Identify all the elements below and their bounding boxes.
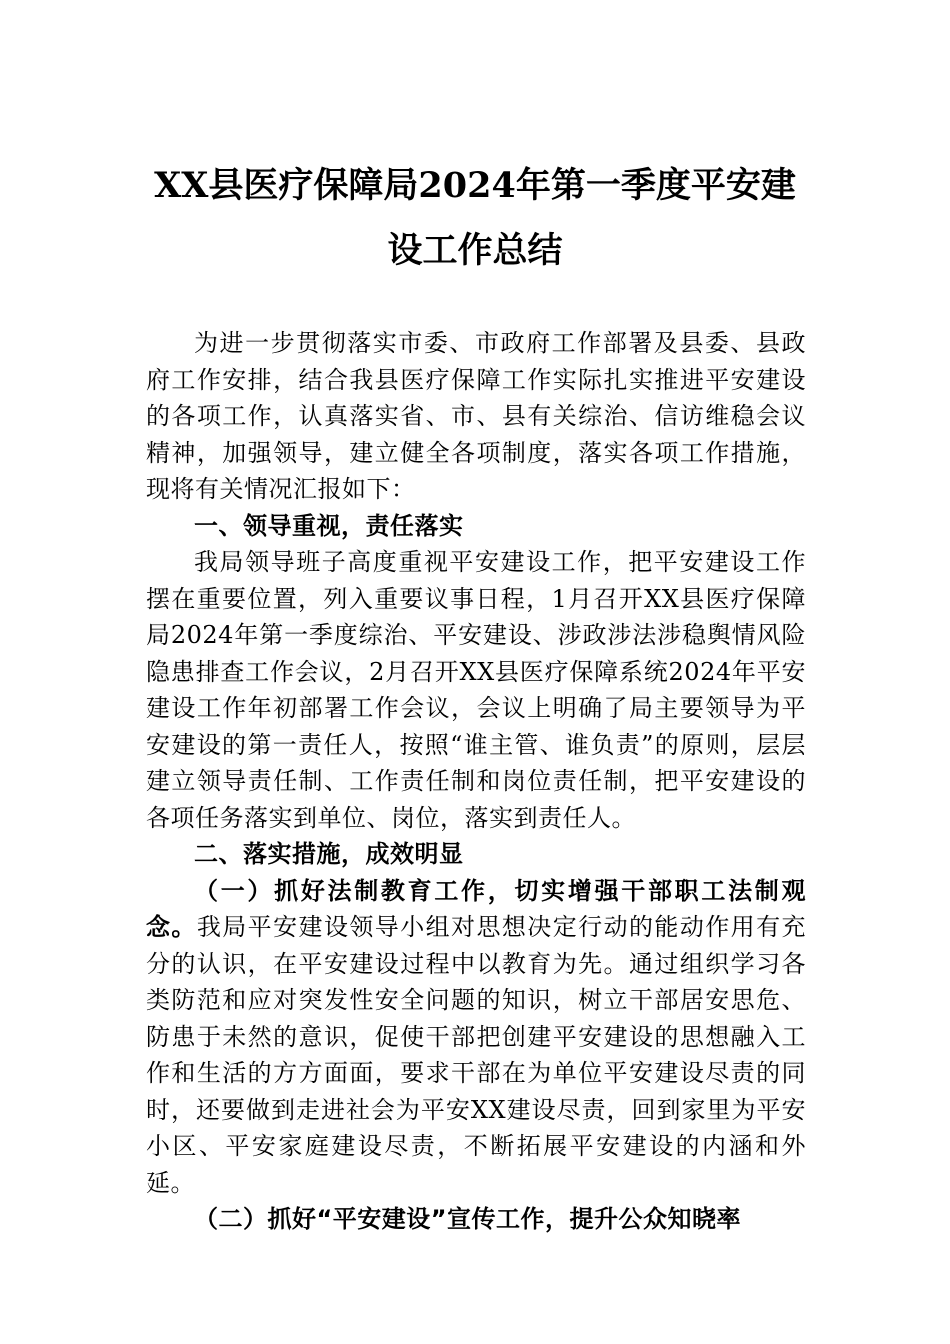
section-2-heading: 二、落实措施，成效明显 [194, 840, 464, 868]
title-line-1: XX县医疗保障局2024年第一季度平安建 [154, 165, 796, 206]
section-1-paragraph: 我局领导班子高度重视平安建设工作，把平安建设工作摆在重要位置，列入重要议事日程，1月召开XX县医疗保障局2024年第一季度综治、平安建设、涉政涉法涉稳舆情风险隐患排查工作会议，2月召开XX县医疗保障系统2024年平安建设工作年初部署工作会议，会议上明确了局主要领导为平安建设的第一责任人，按照“谁主管、谁负责”的原则，层层建立领导责任制、工作责任制和岗位责任制，把平安建设的各项任务落实到单位、岗位，落实到责任人。 [146, 548, 806, 832]
subsection-1-body: 我局平安建设领导小组对思想决定行动的能动作用有充分的认识，在平安建设过程中以教育为先。通过组织学习各类防范和应对突发性安全问题的知识，树立干部居安思危、防患于未然的意识，促使干部把创建平安建设的思想融入工作和生活的方方面面，要求干部在为单位平安建设尽责的同时，还要做到走进社会为平安XX建设尽责，回到家里为平安小区、平安家庭建设尽责，不断拓展平安建设的内涵和外延。 [146, 913, 807, 1197]
document-title [110, 158, 840, 279]
subsection-2-paragraph [146, 1201, 806, 1238]
document-body [146, 325, 806, 1238]
subsection-2-lead: （二）抓好“平安建设”宣传工作，提升公众知晓率 [194, 1205, 742, 1233]
subsection-1-paragraph [146, 873, 806, 1202]
subsection-1-lead: （一）抓好法制教育工作，切实增强干部职工法制观念。 [146, 876, 806, 941]
intro-paragraph: 为进一步贯彻落实市委、市政府工作部署及县委、县政府工作安排，结合我县医疗保障工作实际扎实推进平安建设的各项工作，认真落实省、市、县有关综治、信访维稳会议精神，加强领导，建立健全各项制度，落实各项工作措施，现将有关情况汇报如下： [146, 329, 806, 503]
title-line-2: 设工作总结 [387, 230, 563, 271]
section-1-heading: 一、领导重视，责任落实 [194, 511, 464, 540]
